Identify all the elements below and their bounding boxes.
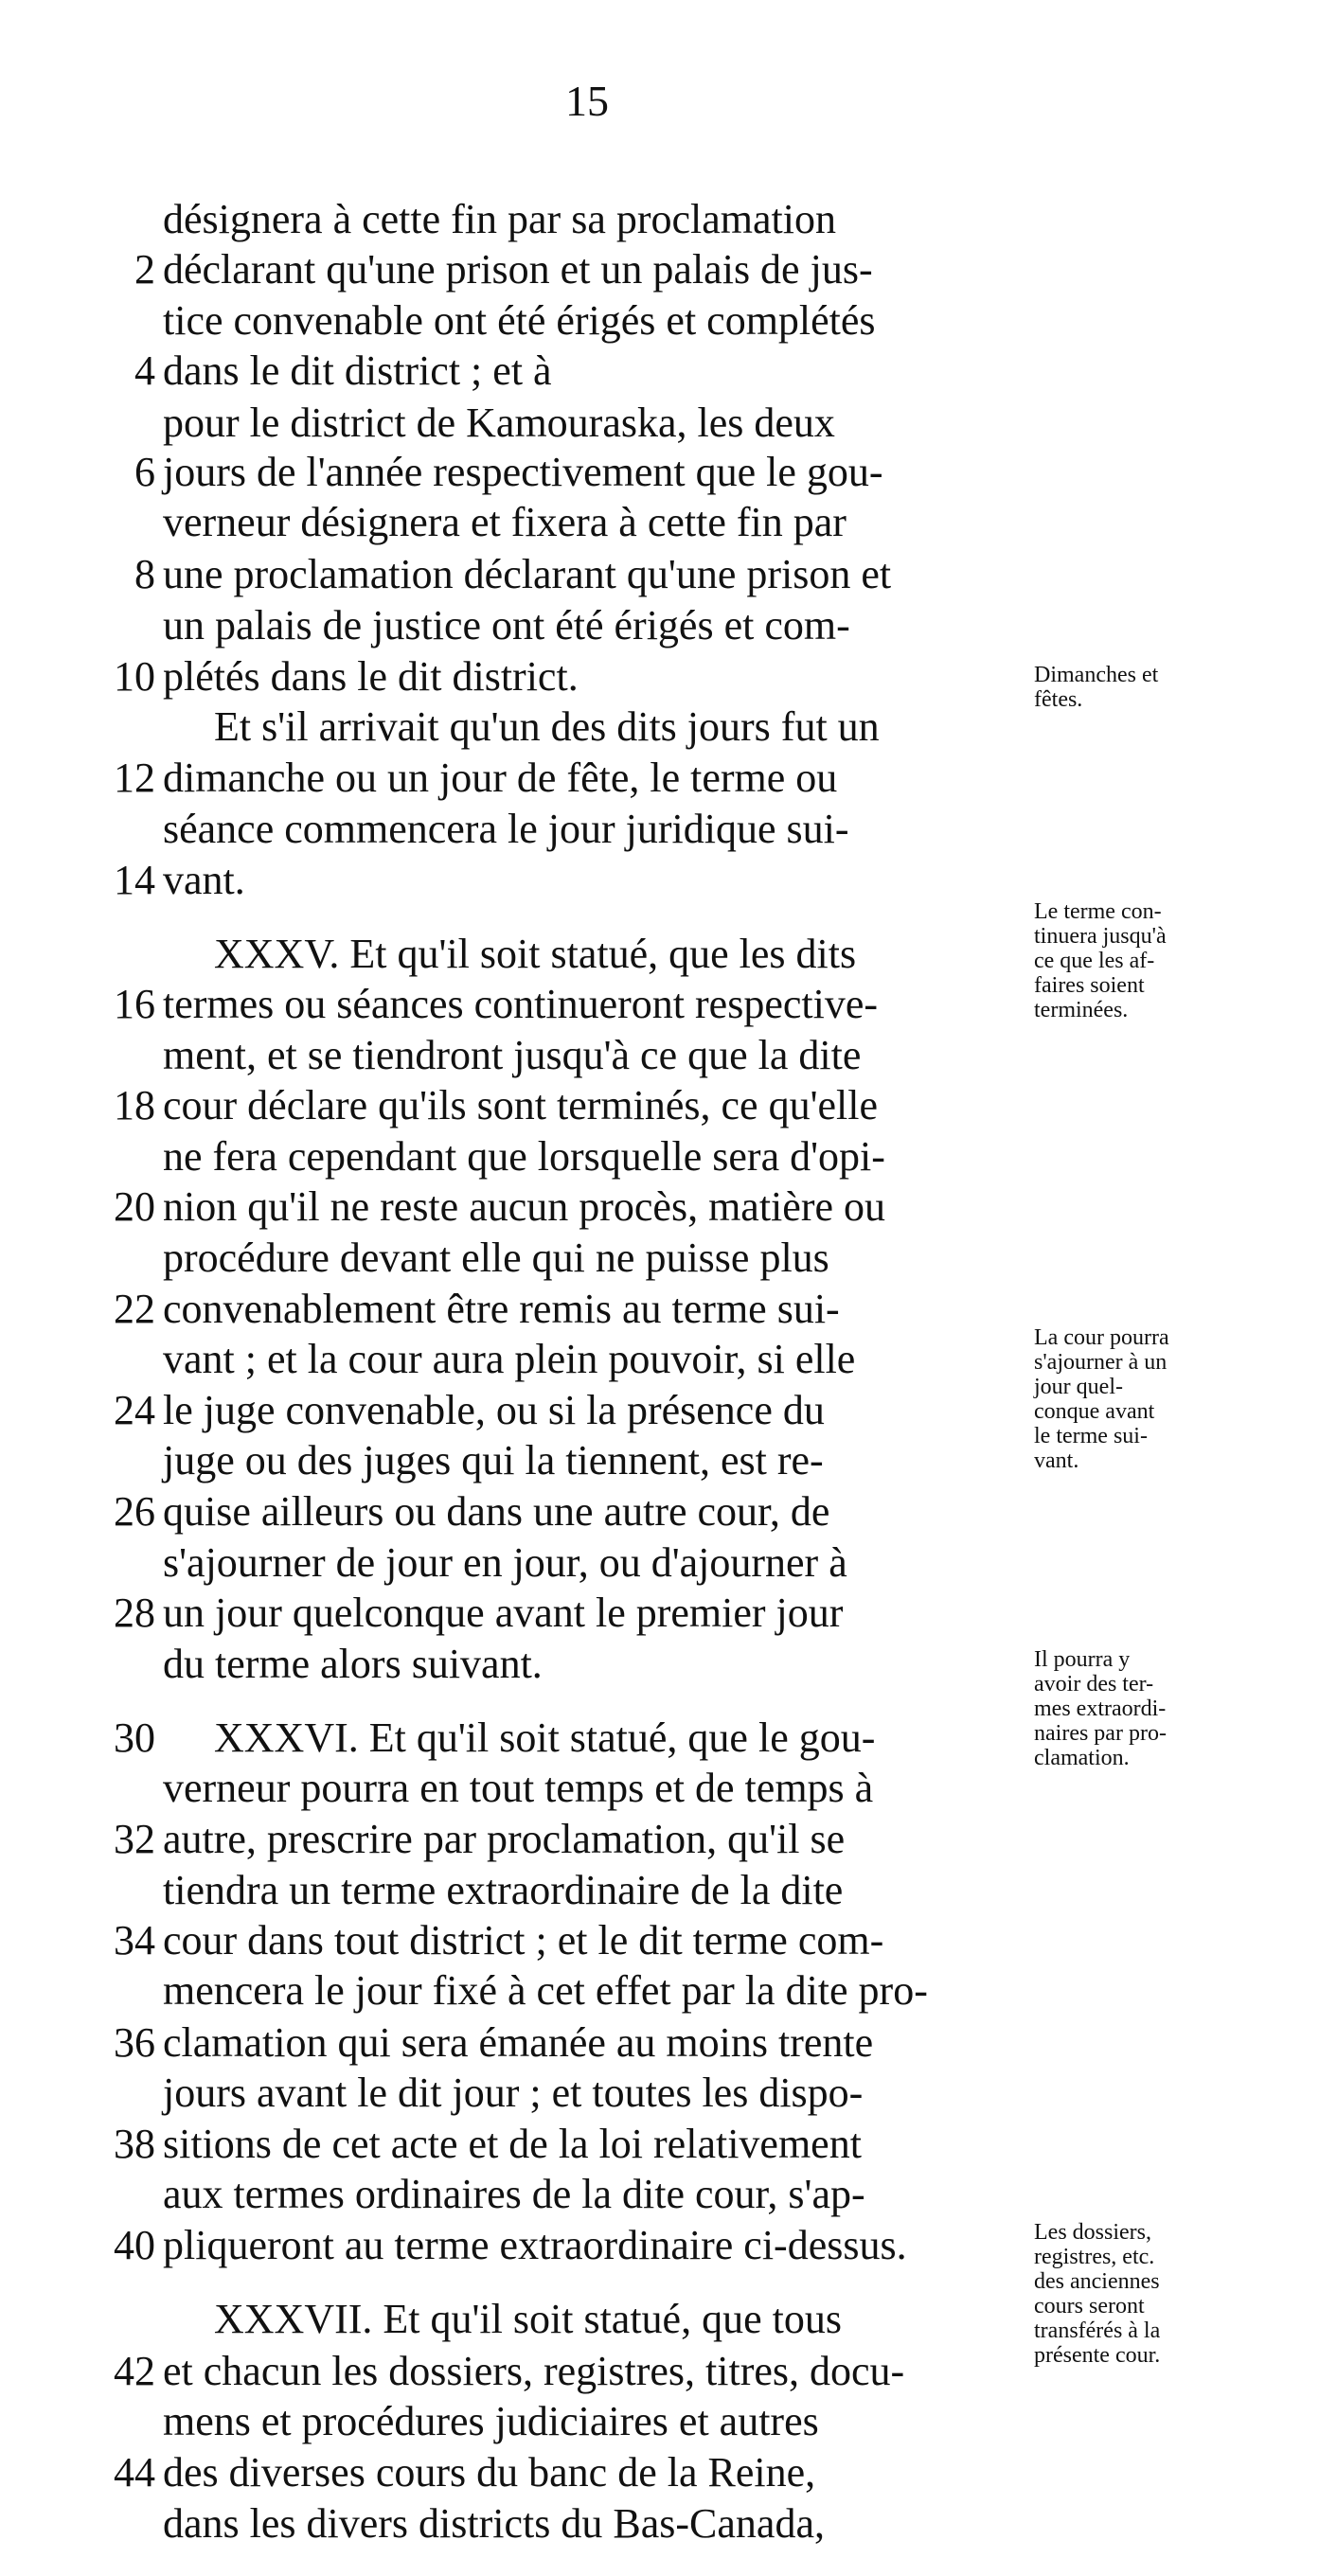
line-number: 2 — [134, 246, 155, 293]
margin-note-line: tinuera jusqu'à — [1034, 924, 1167, 949]
text-line — [0, 1131, 1319, 1182]
margin-note-line: mes extraordi- — [1034, 1697, 1167, 1721]
text-line — [0, 2017, 1319, 2069]
line-number: 26 — [114, 1488, 155, 1535]
line-text: un jour quelconque avant le premier jour — [163, 1590, 844, 1636]
line-text: XXXVII. Et qu'il soit statué, que tous — [214, 2296, 842, 2342]
line-text: mencera le jour fixé à cet effet par la dite pro- — [163, 1967, 928, 2014]
line-text: verneur pourra en tout temps et de temps à — [163, 1765, 874, 1811]
line-number: 12 — [114, 755, 155, 801]
margin-note-line: naires par pro- — [1034, 1721, 1167, 1746]
line-text: procédure devant elle qui ne puisse plus — [163, 1235, 829, 1281]
line-text: déclarant qu'une prison et un palais de jus- — [163, 246, 873, 293]
margin-note-line: Dimanches et — [1034, 663, 1159, 687]
line-text: XXXVI. Et qu'il soit statué, que le gou- — [214, 1714, 876, 1761]
margin-note-line: transférés à la — [1034, 2318, 1161, 2343]
text-line — [0, 753, 1319, 804]
line-text: cour dans tout district ; et le dit terme com- — [163, 1917, 884, 1963]
line-text: termes ou séances continueront respective- — [163, 981, 879, 1027]
line-number: 36 — [114, 2019, 155, 2066]
text-line — [0, 2498, 1319, 2549]
line-text: convenablement être remis au terme sui- — [163, 1286, 840, 1332]
line-text: aux termes ordinaires de la dite cour, s'ap- — [163, 2171, 865, 2217]
line-text: vant. — [163, 857, 245, 903]
text-line — [0, 1865, 1319, 1916]
line-number: 42 — [114, 2348, 155, 2394]
line-text: des diverses cours du banc de la Reine, — [163, 2449, 816, 2496]
line-text: pliqueront au terme extraordinaire ci-dessus. — [163, 2222, 907, 2268]
margin-note-line: clamation. — [1034, 1746, 1130, 1770]
text-line — [0, 855, 1319, 906]
text-line — [0, 1814, 1319, 1865]
text-line — [0, 447, 1319, 498]
line-text: nion qu'il ne reste aucun procès, matière ou — [163, 1183, 885, 1230]
line-number: 40 — [114, 2222, 155, 2268]
line-number: 6 — [134, 449, 155, 495]
margin-note-line: fêtes. — [1034, 687, 1083, 712]
line-text: vant ; et la cour aura plein pouvoir, si elle — [163, 1336, 856, 1382]
text-line — [0, 1915, 1319, 1966]
line-number: 44 — [114, 2449, 155, 2496]
line-text: clamation qui sera émanée au moins trente — [163, 2019, 874, 2066]
margin-note-line: La cour pourra — [1034, 1325, 1169, 1350]
line-text: Et s'il arrivait qu'un des dits jours fut un — [214, 703, 880, 750]
line-text: tice convenable ont été érigés et complétés — [163, 297, 876, 344]
line-text: s'ajourner de jour en jour, ou d'ajourner à — [163, 1539, 847, 1586]
margin-note-line: Les dossiers, — [1034, 2220, 1151, 2245]
text-line — [0, 346, 1319, 397]
line-text: juge ou des juges qui la tiennent, est re- — [163, 1437, 824, 1483]
line-text: autre, prescrire par proclamation, qu'il se — [163, 1816, 846, 1862]
text-line — [0, 1233, 1319, 1284]
line-text: verneur désignera et fixera à cette fin par — [163, 499, 847, 545]
line-text: tiendra un terme extraordinaire de la dite — [163, 1867, 844, 1913]
text-line — [0, 244, 1319, 295]
margin-note-line: Le terme con- — [1034, 899, 1162, 924]
text-line — [0, 1588, 1319, 1639]
text-line — [0, 1537, 1319, 1589]
text-line — [0, 1080, 1319, 1131]
line-text: jours de l'année respectivement que le gou- — [163, 449, 883, 495]
text-line — [0, 194, 1319, 245]
margin-note — [1034, 899, 1271, 1022]
text-line — [0, 2447, 1319, 2498]
line-text: dans les divers districts du Bas-Canada, — [163, 2500, 825, 2547]
text-line — [0, 497, 1319, 548]
line-number: 38 — [114, 2121, 155, 2167]
text-line — [0, 549, 1319, 600]
line-text: du terme alors suivant. — [163, 1641, 543, 1687]
margin-note — [1034, 1647, 1271, 1770]
margin-note-line: registres, etc. — [1034, 2245, 1155, 2269]
line-number: 20 — [114, 1183, 155, 1230]
margin-note-line: faires soient — [1034, 973, 1145, 998]
line-text: dans le dit district ; et à — [163, 347, 552, 394]
text-line — [0, 1030, 1319, 1081]
margin-note-line: avoir des ter- — [1034, 1672, 1154, 1697]
line-text: jours avant le dit jour ; et toutes les dispo- — [163, 2070, 864, 2116]
line-number: 34 — [114, 1917, 155, 1963]
text-line — [0, 295, 1319, 346]
line-text: une proclamation déclarant qu'une prison et — [163, 551, 892, 597]
margin-note — [1034, 1325, 1271, 1473]
line-number: 28 — [114, 1590, 155, 1636]
text-line — [0, 1763, 1319, 1814]
line-number: 4 — [134, 347, 155, 394]
line-number: 32 — [114, 1816, 155, 1862]
line-text: le juge convenable, ou si la présence du — [163, 1387, 825, 1433]
line-number: 8 — [134, 551, 155, 597]
line-number: 16 — [114, 981, 155, 1027]
text-line — [0, 600, 1319, 651]
line-number: 14 — [114, 857, 155, 903]
margin-note-line: présente cour. — [1034, 2343, 1161, 2368]
line-text: plétés dans le dit district. — [163, 653, 579, 700]
text-line — [0, 398, 1319, 449]
margin-note — [1034, 663, 1271, 712]
line-text: XXXV. Et qu'il soit statué, que les dits — [214, 931, 857, 977]
text-line — [0, 1486, 1319, 1537]
margin-note-line: conque avant — [1034, 1399, 1155, 1424]
margin-note-line: vant. — [1034, 1448, 1079, 1473]
line-number: 24 — [114, 1387, 155, 1433]
text-line — [0, 2068, 1319, 2119]
margin-note-line: jour quel- — [1034, 1375, 1123, 1399]
margin-note-line: ce que les af- — [1034, 949, 1155, 973]
line-text: désignera à cette fin par sa proclamation — [163, 196, 837, 242]
line-text: dimanche ou un jour de fête, le terme ou — [163, 755, 838, 801]
line-number: 18 — [114, 1082, 155, 1128]
line-text: pour le district de Kamouraska, les deux — [163, 400, 835, 446]
line-number: 22 — [114, 1286, 155, 1332]
line-text: ne fera cependant que lorsquelle sera d'opi- — [163, 1133, 885, 1180]
line-text: ment, et se tiendront jusqu'à ce que la dite — [163, 1032, 862, 1078]
margin-note-line: cours seront — [1034, 2294, 1145, 2318]
line-text: et chacun les dossiers, registres, titres, docu- — [163, 2348, 905, 2394]
line-text: quise ailleurs ou dans une autre cour, de — [163, 1488, 830, 1535]
line-text: mens et procédures judiciaires et autres — [163, 2398, 819, 2444]
line-text: séance commencera le jour juridique sui- — [163, 806, 849, 852]
margin-note-line: terminées. — [1034, 998, 1129, 1022]
text-line — [0, 1965, 1319, 2016]
text-line — [0, 2169, 1319, 2220]
text-line — [0, 2119, 1319, 2170]
margin-note-line: s'ajourner à un — [1034, 1350, 1167, 1375]
text-line — [0, 804, 1319, 855]
page-number: 15 — [565, 77, 609, 125]
line-text: cour déclare qu'ils sont terminés, ce qu'elle — [163, 1082, 879, 1128]
line-text: un palais de justice ont été érigés et com- — [163, 602, 850, 648]
margin-note-line: Il pourra y — [1034, 1647, 1131, 1672]
margin-note — [1034, 2220, 1271, 2368]
text-line — [0, 1181, 1319, 1233]
line-text: sitions de cet acte et de la loi relativement — [163, 2121, 862, 2167]
line-number: 30 — [114, 1714, 155, 1761]
line-number: 10 — [114, 653, 155, 700]
margin-note-line: des anciennes — [1034, 2269, 1160, 2294]
margin-note-line: le terme sui- — [1034, 1424, 1148, 1448]
text-line — [0, 2396, 1319, 2447]
